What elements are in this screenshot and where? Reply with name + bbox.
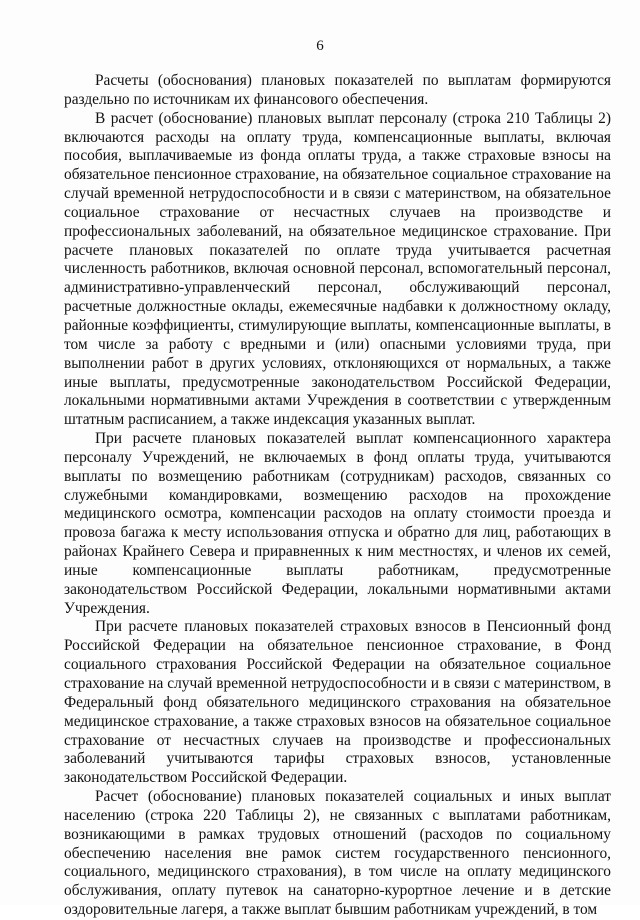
page-number: 6	[316, 38, 324, 54]
paragraph-insurance-contributions: При расчете плановых показателей страховых взносов в Пенсионный фонд Российской Федерации на обязательное пенсионное страхование, в Фонд социального страхования Российской Федерации на обязательное социальное страхование на случай временной нетрудоспособности и в связи с материнством, в Федеральный фонд обязательного медицинского страхования на обязательное медицинское страхование, а также страховых взносов на обязательное социальное страхование от несчастных случаев на производстве и профессиональных заболеваний учитываются тарифы страховых взносов, установленные законодательством Российской Федерации.	[64, 618, 611, 787]
paragraph-social-payments: Расчет (обоснование) плановых показателей социальных и иных выплат населению (строка 220 Таблицы 2), не связанных с выплатами работникам, возникающими в рамках трудовых отношений (расходов по социальному обеспечению населения вне рамок систем государственного пенсионного, социального, медицинского страхования), в том числе на оплату медицинского обслуживания, оплату путевок на санаторно-курортное лечение и в детские оздоровительные лагеря, а также выплат бывшим работникам учреждений, в том	[64, 788, 611, 919]
document-body	[64, 72, 611, 920]
paragraph-compensation-payments: При расчете плановых показателей выплат компенсационного характера персоналу Учреждений, не включаемых в фонд оплаты труда, учитываются выплаты по возмещению работникам (сотрудникам) расходов, связанных со служебными командировками, возмещению расходов на прохождение медицинского осмотра, компенсации расходов на оплату стоимости проезда и провоза багажа к месту использования отпуска и обратно для лиц, работающих в районах Крайнего Севера и приравненных к ним местностях, и членов их семей, иные компенсационные выплаты работникам, предусмотренные законодательством Российской Федерации, локальными нормативными актами Учреждения.	[64, 430, 611, 617]
paragraph-calculations-separation: Расчеты (обоснования) плановых показателей по выплатам формируются раздельно по источникам их финансового обеспечения.	[64, 72, 611, 108]
paragraph-personnel-payments: В расчет (обоснование) плановых выплат персоналу (строка 210 Таблицы 2) включаются расходы на оплату труда, компенсационные выплаты, включая пособия, выплачиваемые из фонда оплаты труда, а также страховые взносы на обязательное пенсионное страхование, на обязательное социальное страхование на случай временной нетрудоспособности и в связи с материнством, на обязательное социальное страхование от несчастных случаев на производстве и профессиональных заболеваний, на обязательное медицинское страхование. При расчете плановых показателей по оплате труда учитывается расчетная численность работников, включая основной персонал, вспомогательный персонал, административно-управленческий персонал, обслуживающий персонал, расчетные должностные оклады, ежемесячные надбавки к должностному окладу, районные коэффициенты, стимулирующие выплаты, компенсационные выплаты, в том числе за работу с вредными и (или) опасными условиями труда, при выполнении работ в других условиях, отклоняющихся от нормальных, а также иные выплаты, предусмотренные законодательством Российской Федерации, локальными нормативными актами Учреждения в соответствии с утвержденным штатным расписанием, а также индексация указанных выплат.	[64, 109, 611, 429]
